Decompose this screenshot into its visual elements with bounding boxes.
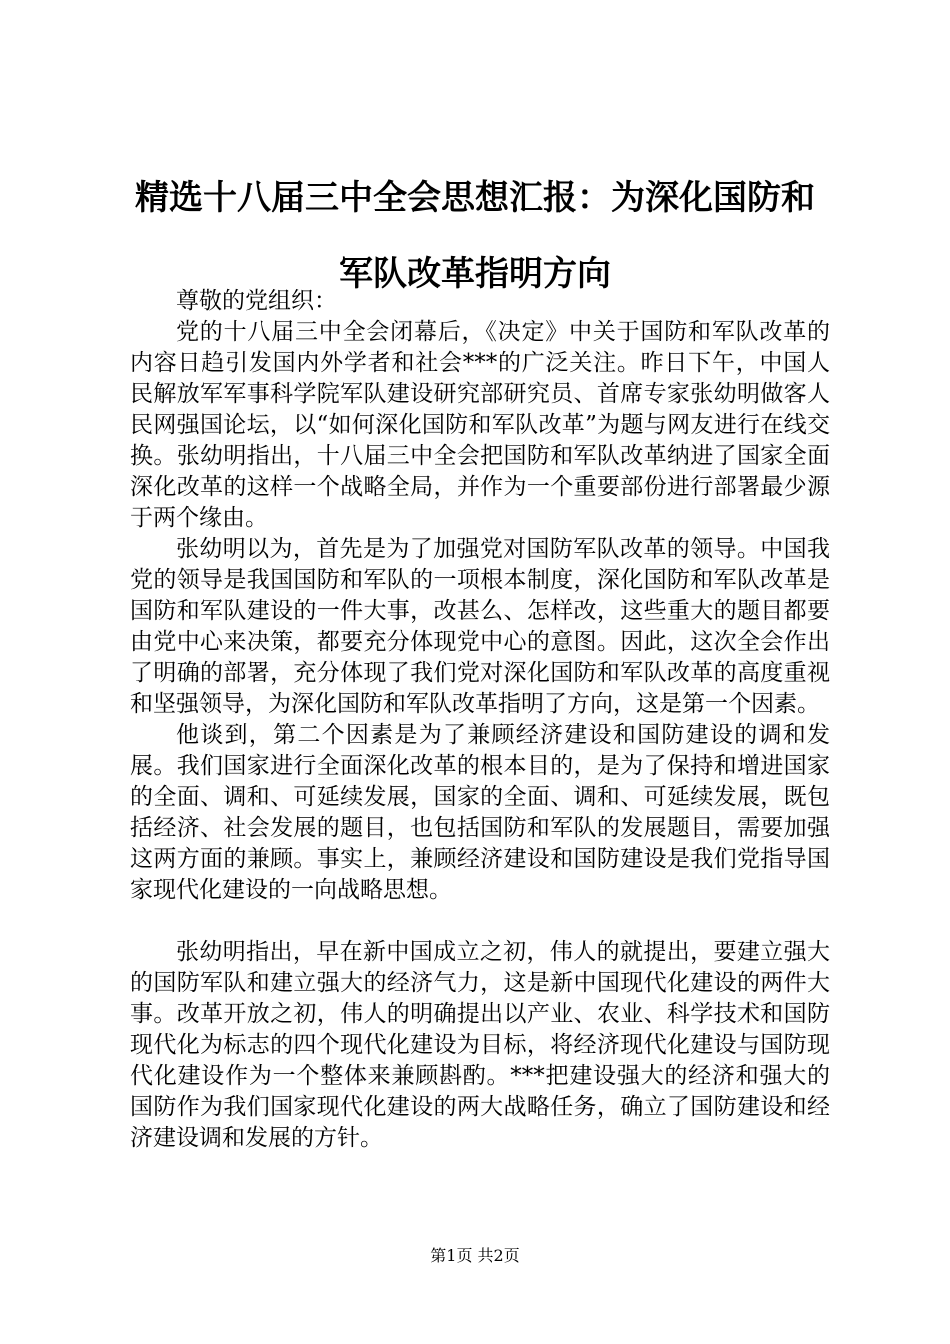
title-line-1: 精选十八届三中全会思想汇报：为深化国防和 (135, 178, 815, 218)
paragraph-2: 张幼明以为，首先是为了加强党对国防军队改革的领导。中国我党的领导是我国国防和军队的一项根本制度，深化国防和军队改革是国防和军队建设的一件大事，改甚么、怎样改，这些重大的题目都要由党中心来决策，都要充分体现党中心的意图。因此，这次全会作出了明确的部署，充分体现了我们党对深化国防和军队改革的高度重视和坚强领导，为深化国防和军队改革指明了方向，这是第一个因素。 (130, 536, 830, 717)
title-line-2: 军队改革指明方向 (339, 254, 611, 294)
paragraph-1: 党的十八届三中全会闭幕后，《决定》中关于国防和军队改革的内容日趋引发国内外学者和社会***的广泛关注。昨日下午，中国人民解放军军事科学院军队建设研究部研究员、首席专家张幼明做客人民网强国论坛，以“如何深化国防和军队改革”为题与网友进行在线交换。张幼明指出，十八届三中全会把国防和军队改革纳进了国家全面深化改革的这样一个战略全局，并作为一个重要部份进行部署最少源于两个缘由。 (130, 319, 830, 531)
salutation: 尊敬的党组织： (176, 288, 337, 314)
document-body (130, 286, 830, 1154)
page-footer: 第1页 共2页 (430, 1246, 520, 1265)
paragraph-3: 他谈到，第二个因素是为了兼顾经济建设和国防建设的调和发展。我们国家进行全面深化改革的根本目的，是为了保持和增进国家的全面、调和、可延续发展，国家的全面、调和、可延续发展，既包括经济、社会发展的题目，也包括国防和军队的发展题目，需要加强这两方面的兼顾。事实上，兼顾经济建设和国防建设是我们党指导国家现代化建设的一向战略思想。 (130, 722, 830, 903)
paragraph-4: 张幼明指出，早在新中国成立之初，伟人的就提出，要建立强大的国防军队和建立强大的经济气力，这是新中国现代化建设的两件大事。改革开放之初，伟人的明确提出以产业、农业、科学技术和国防现代化为标志的四个现代化建设为目标，将经济现代化建设与国防现代化建设作为一个整体来兼顾斟酌。***把建设强大的经济和强大的国防作为我们国家现代化建设的两大战略任务，确立了国防建设和经济建设调和发展的方针。 (130, 939, 830, 1151)
